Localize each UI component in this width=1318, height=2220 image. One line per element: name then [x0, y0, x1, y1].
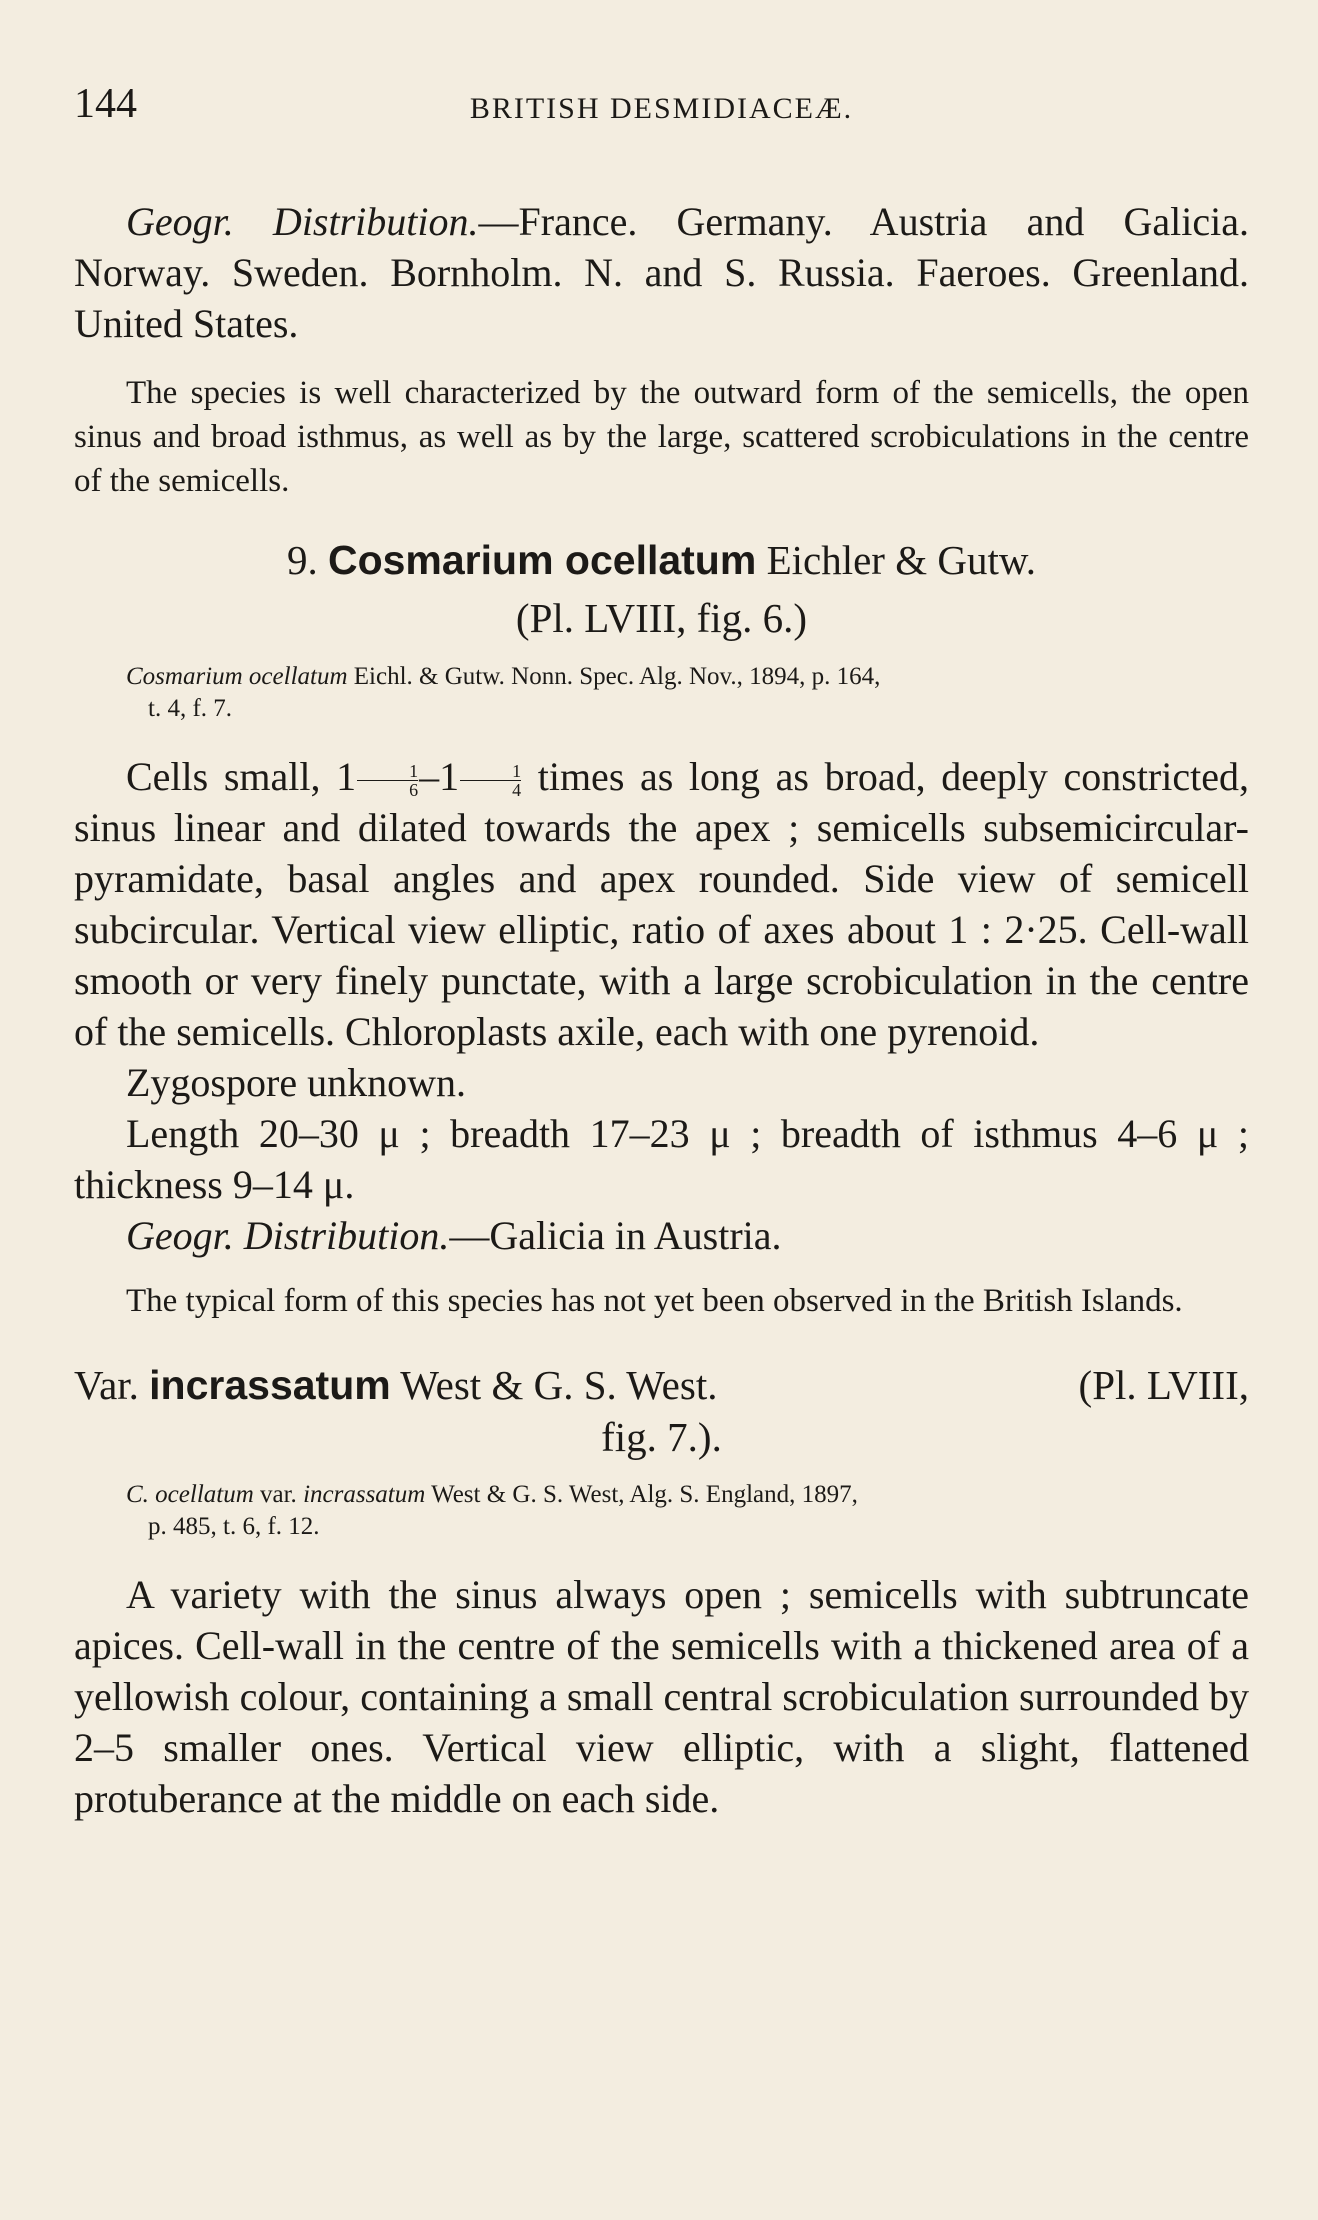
species-distribution-text: —Galicia in Austria. — [449, 1213, 782, 1258]
species-distribution-label: Geogr. Distribution. — [126, 1213, 450, 1258]
running-title: BRITISH DESMIDIACEÆ. — [469, 92, 854, 125]
distribution-label: Geogr. Distribution. — [126, 199, 479, 244]
species-heading — [74, 533, 1249, 587]
description-rest: times as long as broad, deeply constricted, sinus linear and dilated towards the apex ; semicells subsemicircular-pyramidate, basal angles and apex rounded. Side view of semicell subcircular. Vertical view elliptic, ratio of axes about 1 : 2·25. Cell-wall smooth or very finely punctate, with a large scrobiculation in the centre of the semicells. Chloroplasts axile, each with one pyrenoid. — [74, 754, 1249, 1054]
species-distribution-paragraph — [74, 1210, 1249, 1261]
fraction-a-numerator: 1 — [357, 762, 418, 781]
reference-taxon-name: Cosmarium ocellatum — [126, 663, 348, 690]
species-description — [74, 751, 1249, 1057]
species-number: 9. — [286, 537, 318, 583]
fraction-b-numerator: 1 — [460, 762, 521, 781]
ratio-fraction-a-whole: 1 — [336, 754, 357, 799]
species-name: Cosmarium ocellatum — [327, 537, 757, 583]
page-number: 144 — [74, 81, 137, 127]
page-header — [74, 80, 1249, 140]
description-start: Cells small, — [126, 754, 337, 799]
variety-reference-citation-continued: p. 485, t. 6, f. 12. — [148, 1513, 320, 1540]
species-literature-reference — [74, 661, 1249, 725]
reference-citation: Eichl. & Gutw. Nonn. Spec. Alg. Nov., 1894, p. 164, — [353, 663, 881, 690]
dimensions-paragraph: Length 20–30 μ ; breadth 17–23 μ ; breadth of isthmus 4–6 μ ; thickness 9–14 μ. — [74, 1111, 1249, 1207]
variety-literature-reference — [74, 1479, 1249, 1543]
reference-citation-continued: t. 4, f. 7. — [148, 695, 233, 722]
variety-description: A variety with the sinus always open ; semicells with subtruncate apices. Cell-wall in the centre of the semicells with a thickened area of a yellowish colour, containing a small central scrobiculation surrounded by 2–5 smaller ones. Vertical view elliptic, with a slight, flattened protuberance at the middle on each side. — [74, 1572, 1249, 1821]
variety-heading — [74, 1359, 1249, 1463]
book-page — [74, 80, 1249, 1824]
prev-distribution-paragraph — [74, 196, 1249, 349]
zygospore-note: Zygospore unknown. — [126, 1060, 466, 1105]
variety-plate-reference: (Pl. LVIII, — [1078, 1362, 1249, 1408]
ratio-dash: – — [419, 754, 440, 799]
variety-name: incrassatum — [149, 1362, 391, 1408]
ratio-fraction-b — [460, 762, 521, 799]
variety-reference-citation: West & G. S. West, Alg. S. England, 1897, — [425, 1481, 858, 1508]
species-plate-reference: (Pl. LVIII, fig. 6.) — [515, 595, 808, 641]
prev-species-note: The species is well characterized by the outward form of the semicells, the open sinus and broad isthmus, as well as by the large, scattered scrobiculations in the centre of the semicells. — [74, 375, 1249, 499]
variety-plate-reference-continued: fig. 7.). — [601, 1414, 722, 1460]
variety-authority: West & G. S. West. — [400, 1362, 718, 1408]
variety-reference-epithet: incrassatum — [303, 1481, 426, 1508]
variety-reference-var: var. — [253, 1481, 304, 1508]
distribution-text: —France. Germany. Austria and Galicia. Norway. Sweden. Bornholm. N. and S. Russia. Faeroes. Greenland. United States. — [74, 199, 1249, 346]
species-authority: Eichler & Gutw. — [766, 537, 1037, 583]
variety-reference-taxon: C. ocellatum — [126, 1481, 254, 1508]
variety-prefix: Var. — [74, 1362, 139, 1408]
fraction-a-denominator: 6 — [409, 780, 419, 801]
ratio-fraction-b-whole: 1 — [439, 754, 460, 799]
ratio-fraction-a — [357, 762, 418, 799]
fraction-b-denominator: 4 — [512, 780, 522, 801]
species-note: The typical form of this species has not yet been observed in the British Islands. — [126, 1283, 1183, 1319]
